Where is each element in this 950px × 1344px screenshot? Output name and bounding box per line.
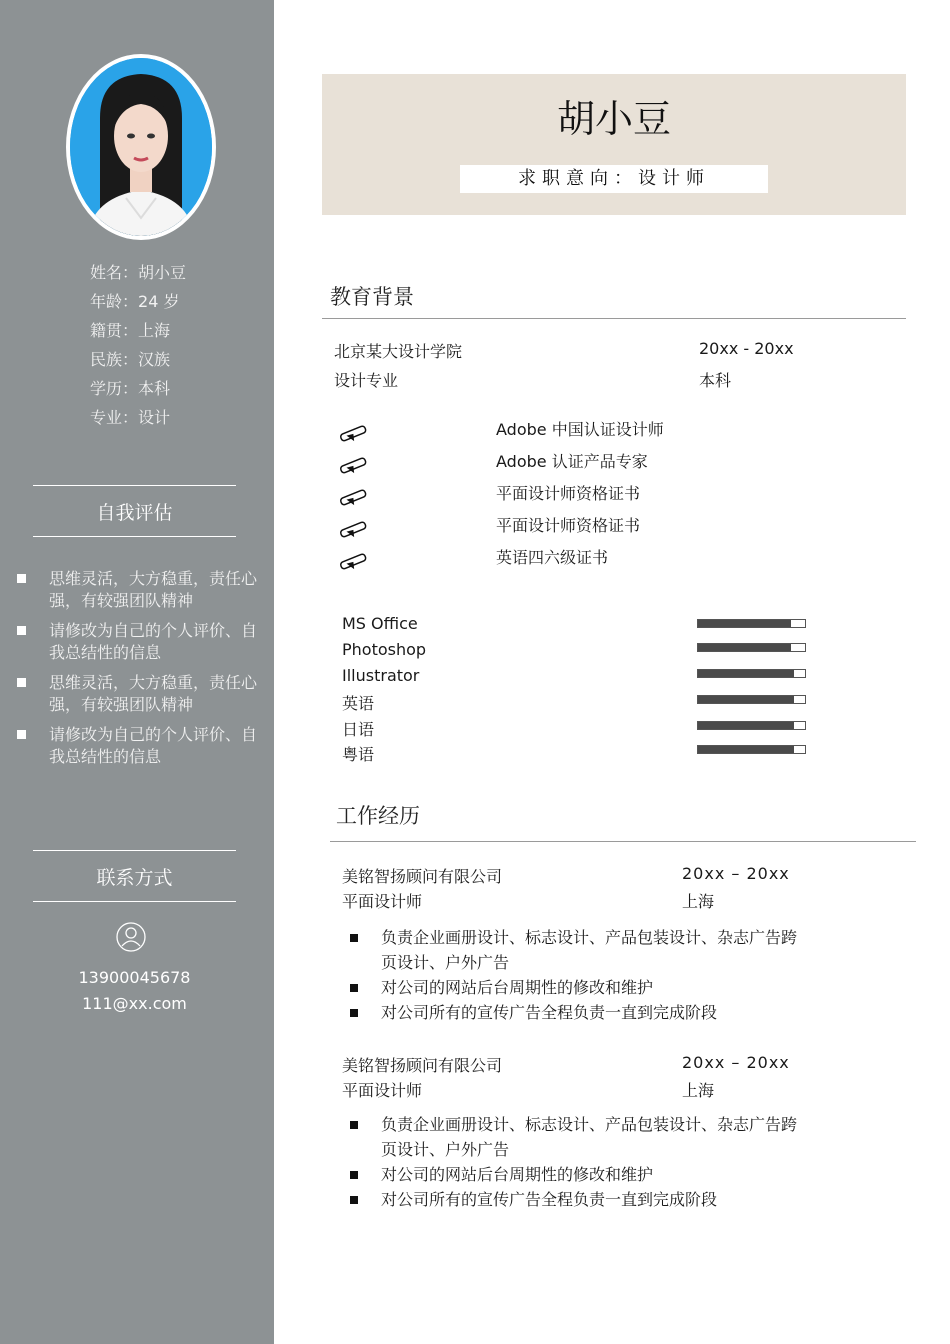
user-circle-icon: [116, 922, 146, 952]
degree: 本科: [699, 371, 732, 390]
skill-level-fill: [698, 644, 791, 651]
skill-level-bar: [697, 745, 806, 754]
contact-phone: 13900045678: [78, 968, 191, 987]
skill-level-bar: [697, 669, 806, 678]
skill-level-bar: [697, 619, 806, 628]
school-name: 北京某大设计学院: [334, 342, 463, 361]
skill-level-bar: [697, 721, 806, 730]
skill-name: Photoshop: [342, 640, 427, 659]
company-name: 美铭智扬顾问有限公司: [342, 867, 503, 886]
job-position: 平面设计师: [342, 892, 423, 911]
section-divider: [322, 318, 906, 319]
contact-email: 111@xx.com: [82, 994, 187, 1013]
duty-item: 负责企业画册设计、标志设计、产品包装设计、杂志广告跨页设计、户外广告: [348, 1112, 798, 1162]
job-position: 平面设计师: [342, 1081, 423, 1100]
job-location: 上海: [682, 1081, 715, 1100]
duty-item: 对公司的网站后台周期性的修改和维护: [348, 975, 798, 1000]
evaluation-item: 请修改为自己的个人评价、自我总结性的信息: [14, 620, 259, 664]
certificate-item: 平面设计师资格证书: [496, 516, 641, 535]
diploma-scroll-icon: [337, 519, 369, 539]
evaluation-item: 思维灵活，大方稳重，责任心强，有较强团队精神: [14, 568, 259, 612]
duty-item: 对公司所有的宣传广告全程负责一直到完成阶段: [348, 1000, 798, 1025]
certificate-item: 平面设计师资格证书: [496, 484, 641, 503]
job-duties: [348, 925, 798, 1025]
skill-level-bar: [697, 695, 806, 704]
divider: [33, 536, 236, 537]
diploma-scroll-icon: [337, 551, 369, 571]
education-title: 教育背景: [330, 285, 414, 309]
candidate-name: 胡小豆: [556, 97, 671, 141]
skill-name: 粤语: [342, 745, 375, 764]
info-ethnicity: 民族：汉族: [90, 350, 171, 369]
divider: [33, 485, 236, 486]
duty-item: 负责企业画册设计、标志设计、产品包装设计、杂志广告跨页设计、户外广告: [348, 925, 798, 975]
work-title: 工作经历: [336, 804, 420, 828]
info-name: 姓名：胡小豆: [90, 263, 187, 282]
skill-name: 日语: [342, 720, 375, 739]
job-intent: 求职意向：设计师: [460, 165, 768, 193]
job-duties: [348, 1112, 798, 1212]
contact-title: 联系方式: [96, 867, 173, 889]
duty-item: 对公司所有的宣传广告全程负责一直到完成阶段: [348, 1187, 798, 1212]
self-evaluation-title: 自我评估: [96, 502, 173, 524]
info-age: 年龄：24 岁: [90, 292, 180, 311]
skill-level-fill: [698, 722, 794, 729]
divider: [33, 901, 236, 902]
job-location: 上海: [682, 892, 715, 911]
section-divider: [330, 841, 916, 842]
divider: [33, 850, 236, 851]
sidebar: [0, 0, 274, 1344]
company-name: 美铭智扬顾问有限公司: [342, 1056, 503, 1075]
evaluation-item: 请修改为自己的个人评价、自我总结性的信息: [14, 724, 259, 768]
skill-level-fill: [698, 670, 794, 677]
self-evaluation-list: [14, 568, 259, 776]
certificate-item: Adobe 认证产品专家: [496, 452, 648, 471]
personal-info: [90, 258, 186, 432]
skill-name: 英语: [342, 694, 375, 713]
diploma-scroll-icon: [337, 423, 369, 443]
skill-level-bar: [697, 643, 806, 652]
major: 设计专业: [334, 371, 399, 390]
profile-photo: [66, 54, 216, 240]
job-period: 20xx – 20xx: [682, 864, 790, 883]
info-major: 专业：设计: [90, 408, 171, 427]
header-banner: [322, 74, 906, 215]
certificate-item: Adobe 中国认证设计师: [496, 420, 664, 439]
skill-name: Illustrator: [342, 666, 420, 685]
diploma-scroll-icon: [337, 455, 369, 475]
job-period: 20xx – 20xx: [682, 1053, 790, 1072]
skill-level-fill: [698, 620, 791, 627]
info-hometown: 籍贯：上海: [90, 321, 171, 340]
diploma-scroll-icon: [337, 487, 369, 507]
certificate-item: 英语四六级证书: [496, 548, 609, 567]
skill-level-fill: [698, 746, 794, 753]
duty-item: 对公司的网站后台周期性的修改和维护: [348, 1162, 798, 1187]
skill-name: MS Office: [342, 614, 418, 633]
skill-level-fill: [698, 696, 794, 703]
education-period: 20xx - 20xx: [699, 339, 794, 358]
info-education: 学历：本科: [90, 379, 171, 398]
evaluation-item: 思维灵活，大方稳重，责任心强，有较强团队精神: [14, 672, 259, 716]
